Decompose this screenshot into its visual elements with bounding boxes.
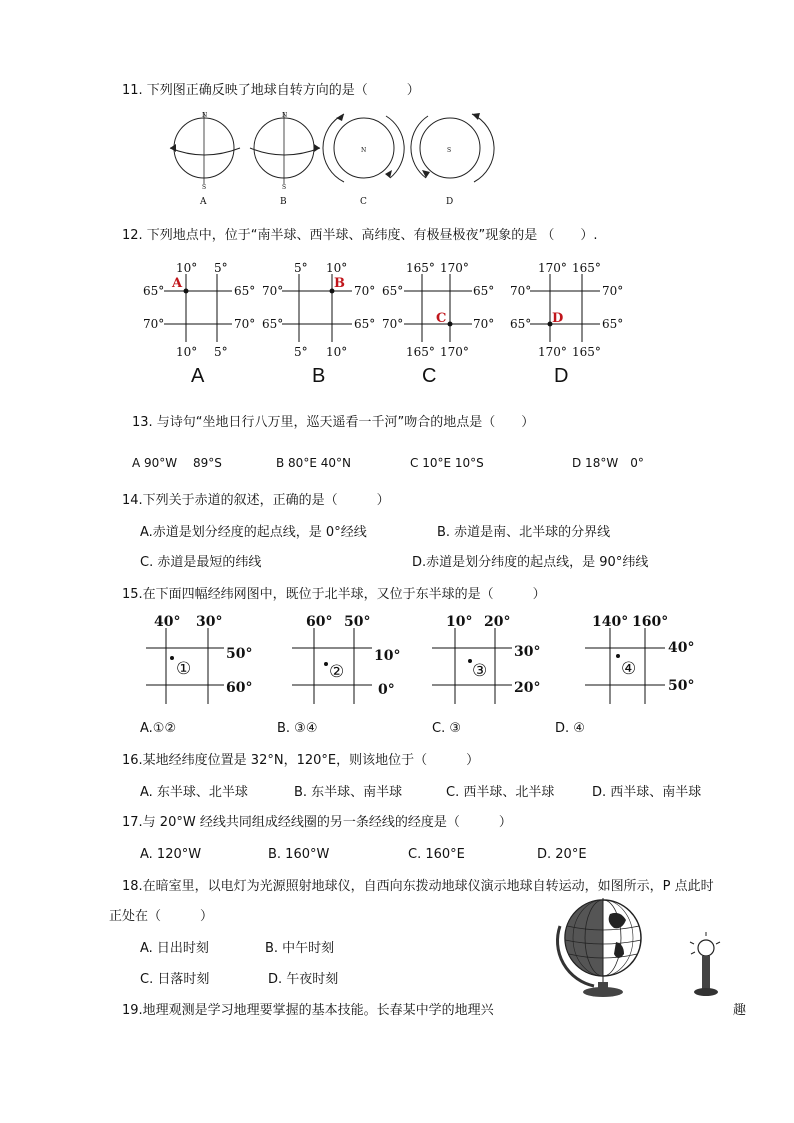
q18-stem-line1: 18.在暗室里，以电灯为光源照射地球仪，自西向东拨动地球仪演示地球自转运动，如图所示，P 点此时 <box>122 879 714 894</box>
q14-option-a: A.赤道是划分经度的起点线，是 0°经线 <box>140 525 367 540</box>
q13-option-c: C 10°E 10°S <box>410 456 484 470</box>
grid-label: 165° <box>572 261 601 275</box>
south-label: S <box>202 184 207 191</box>
q12-option-a: A <box>191 365 205 387</box>
grid-label: 165° <box>572 345 601 359</box>
q14-option-c: C. 赤道是最短的纬线 <box>140 555 262 570</box>
q11-globe-c <box>323 114 404 207</box>
q12-option-c: C <box>422 365 437 387</box>
grid-label: 70° <box>234 317 256 331</box>
q14-stem: 14.下列关于赤道的叙述，正确的是（ ） <box>122 493 390 508</box>
grid-label: 60° <box>226 680 253 696</box>
grid-label: 70° <box>143 317 165 331</box>
q12-grid-a <box>143 261 255 387</box>
q15-stem: 15.在下面四幅经纬网图中，既位于北半球，又位于东半球的是（ ） <box>122 587 546 602</box>
grid-label: 10° <box>176 261 198 275</box>
grid-label: 10° <box>374 648 401 664</box>
q11-globe-b <box>250 112 320 207</box>
grid-label: 50° <box>226 646 253 662</box>
grid-label: 170° <box>440 261 469 275</box>
q16-option-d: D. 西半球、南半球 <box>592 785 702 800</box>
q17-option-d: D. 20°E <box>537 847 587 862</box>
grid-label: 70° <box>382 317 404 331</box>
q18-option-c: C. 日落时刻 <box>140 972 210 987</box>
north-label: N <box>202 112 208 119</box>
grid-label: 140° <box>592 614 629 630</box>
q15-grid-1 <box>146 614 252 704</box>
grid-label: 10° <box>326 345 348 359</box>
grid-label: 70° <box>473 317 495 331</box>
grid-label: 65° <box>234 284 256 298</box>
point-label: C <box>436 311 447 326</box>
q13-option-a: A 90°W 89°S <box>132 456 222 470</box>
q17-option-c: C. 160°E <box>408 847 465 862</box>
grid-label: 5° <box>214 261 228 275</box>
grid-label: 170° <box>538 261 567 275</box>
grid-label: 65° <box>143 284 165 298</box>
marker-label: ② <box>329 662 345 682</box>
q12-grid-d <box>510 261 623 387</box>
q15-grid-3 <box>432 614 540 704</box>
q17-option-b: B. 160°W <box>268 847 330 862</box>
q11-globe-d <box>411 113 494 207</box>
q13-option-b: B 80°E 40°N <box>276 456 351 470</box>
q12-stem: 12. 下列地点中，位于“南半球、西半球、高纬度、有极昼极夜”现象的是 （ ）. <box>122 228 598 243</box>
marker-label: ④ <box>621 659 637 679</box>
q14-option-b: B. 赤道是南、北半球的分界线 <box>437 525 611 540</box>
grid-label: 70° <box>354 284 376 298</box>
south-label: S <box>282 184 287 191</box>
grid-label: 10° <box>446 614 473 630</box>
q11-stem: 11. 下列图正确反映了地球自转方向的是（ ） <box>122 83 420 98</box>
grid-label: 65° <box>473 284 495 298</box>
grid-label: 65° <box>262 317 284 331</box>
grid-label: 165° <box>406 261 435 275</box>
q16-option-b: B. 东半球、南半球 <box>294 785 403 800</box>
marker-label: ① <box>176 659 192 679</box>
grid-label: 20° <box>484 614 511 630</box>
grid-label: 165° <box>406 345 435 359</box>
grid-label: 5° <box>214 345 228 359</box>
grid-label: 30° <box>196 614 223 630</box>
grid-label: 70° <box>262 284 284 298</box>
grid-label: 65° <box>602 317 624 331</box>
grid-label: 40° <box>154 614 181 630</box>
q11-option-b: B <box>280 197 287 207</box>
q15-option-c: C. ③ <box>432 721 461 736</box>
q14-option-d: D.赤道是划分纬度的起点线，是 90°纬线 <box>412 555 649 570</box>
globe-lamp-illustration <box>548 896 728 1000</box>
q11-option-d: D <box>446 197 454 207</box>
q13-stem: 13. 与诗句“坐地日行八万里，巡天遥看一千河”吻合的地点是（ ） <box>132 415 535 430</box>
q12-grid-b <box>262 261 375 387</box>
point-label: A <box>172 276 183 291</box>
q11-figure <box>160 108 500 208</box>
q11-option-c: C <box>360 197 367 207</box>
q18-option-d: D. 午夜时刻 <box>268 972 339 987</box>
grid-label: 50° <box>344 614 371 630</box>
q16-option-c: C. 西半球、北半球 <box>446 785 555 800</box>
q15-figure <box>140 608 710 708</box>
q17-stem: 17.与 20°W 经线共同组成经线圈的另一条经线的经度是（ ） <box>122 815 512 830</box>
q16-stem: 16.某地经纬度位置是 32°N，120°E，则该地位于（ ） <box>122 753 480 768</box>
q12-option-b: B <box>312 365 326 387</box>
q13-option-d: D 18°W 0° <box>572 456 644 470</box>
q19-stem: 19.地理观测是学习地理要掌握的基本技能。长春某中学的地理兴 <box>122 1003 494 1018</box>
grid-label: 5° <box>294 261 308 275</box>
grid-label: 5° <box>294 345 308 359</box>
grid-label: 170° <box>440 345 469 359</box>
grid-label: 20° <box>514 680 541 696</box>
north-label: N <box>282 112 288 119</box>
q16-option-a: A. 东半球、北半球 <box>140 785 248 800</box>
q19-stem-tail: 趣 <box>733 1003 747 1018</box>
q18-stem-line2: 正处在（ ） <box>109 909 214 924</box>
grid-label: 65° <box>510 317 532 331</box>
q11-option-a: A <box>200 197 207 207</box>
grid-label: 30° <box>514 644 541 660</box>
q18-option-b: B. 中午时刻 <box>265 941 335 956</box>
grid-label: 70° <box>602 284 624 298</box>
grid-label: 70° <box>510 284 532 298</box>
grid-label: 160° <box>632 614 669 630</box>
grid-label: 0° <box>378 682 395 698</box>
grid-label: 50° <box>668 678 695 694</box>
marker-label: ③ <box>472 661 488 681</box>
point-label: D <box>552 311 564 326</box>
grid-label: 60° <box>306 614 333 630</box>
q11-globe-a <box>170 112 240 207</box>
grid-label: 65° <box>382 284 404 298</box>
south-pole-label: S <box>447 147 452 154</box>
q18-option-a: A. 日出时刻 <box>140 941 209 956</box>
point-label: B <box>334 276 345 291</box>
q12-option-d: D <box>554 365 569 387</box>
grid-label: 65° <box>354 317 376 331</box>
q15-option-d: D. ④ <box>555 721 585 736</box>
north-pole-label: N <box>361 147 367 154</box>
q17-option-a: A. 120°W <box>140 847 202 862</box>
q15-option-b: B. ③④ <box>277 721 318 736</box>
q15-option-a: A.①② <box>140 721 177 736</box>
grid-label: 170° <box>538 345 567 359</box>
q15-grid-2 <box>292 614 400 704</box>
grid-label: 10° <box>326 261 348 275</box>
q12-figure <box>140 258 640 388</box>
grid-label: 10° <box>176 345 198 359</box>
grid-label: 40° <box>668 640 695 656</box>
q15-grid-4 <box>585 614 694 704</box>
q12-grid-c <box>382 261 494 387</box>
